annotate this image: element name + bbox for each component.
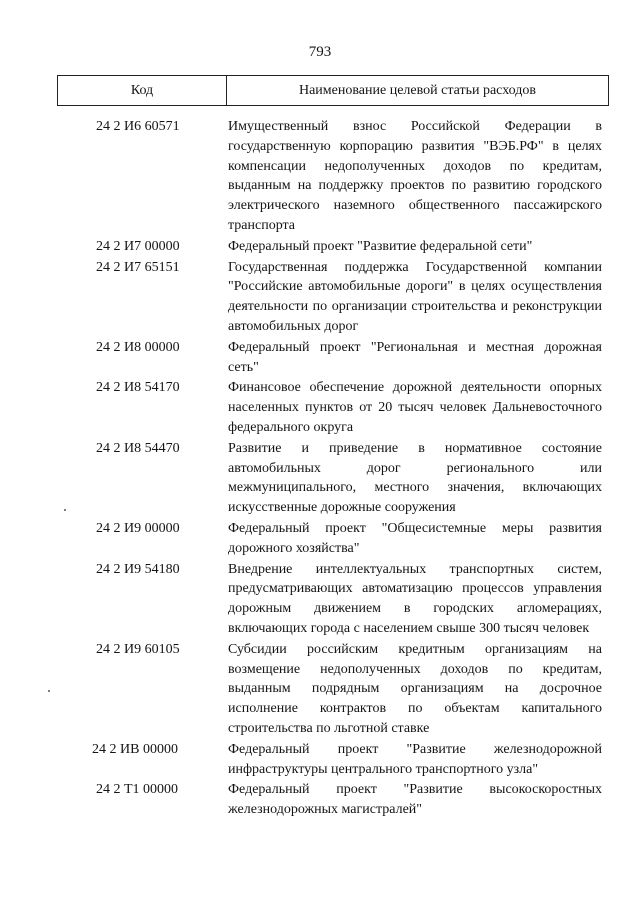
row-name: Федеральный проект "Развитие железнодорожной инфраструктуры центрального транспортного узла" [228, 741, 602, 777]
scan-speck [64, 509, 66, 511]
table-row [0, 338, 640, 378]
row-name: Финансовое обеспечение дорожной деятельности опорных населенных пунктов от 20 тысяч человек Дальневосточного федерального округа [228, 380, 602, 435]
row-name: Федеральный проект "Общесистемные меры развития дорожного хозяйства" [228, 520, 602, 556]
table-row [0, 740, 640, 780]
row-code: 24 2 И9 00000 [96, 520, 180, 536]
row-name: Субсидии российским кредитным организациям на возмещение недополученных доходов по кредитам, выданным подрядным организациям на досрочное исполнение контрактов по объектам капитального строительства по льготной ставке [228, 641, 602, 736]
table-row [0, 519, 640, 559]
row-code: 24 2 Т1 00000 [96, 782, 179, 798]
table-header [57, 75, 609, 106]
table-row [0, 258, 640, 337]
table-row [0, 560, 640, 639]
table-row [0, 378, 640, 437]
row-code: 24 2 И6 60571 [96, 119, 180, 134]
table-row [0, 439, 640, 518]
row-name: Федеральный проект "Развитие высокоскоростных железнодорожных магистралей" [228, 782, 602, 818]
table-body [0, 117, 640, 820]
row-code: 24 2 И9 54180 [96, 561, 180, 577]
row-name: Федеральный проект "Развитие федеральной сети" [228, 238, 533, 254]
row-name: Федеральный проект "Региональная и местная дорожная сеть" [228, 339, 602, 375]
row-name: Развитие и приведение в нормативное состояние автомобильных дорог регионального или межмуниципального, местного значения, включающих искусственные дорожные сооружения [228, 440, 602, 516]
row-name: Государственная поддержка Государственной компании "Российские автомобильные дороги" в целях осуществления деятельности по организации строительства и реконструкции автомобильных дорог [228, 259, 602, 334]
table-row [0, 117, 640, 236]
row-name: Внедрение интеллектуальных транспортных систем, предусматривающих автоматизацию процессов управления дорожным движением в городских агломерациях, включающих города с населением свыше 300 тысяч человек [228, 561, 602, 636]
row-code: 24 2 И7 65151 [96, 259, 180, 275]
header-code: Код [58, 76, 227, 105]
header-name: Наименование целевой статьи расходов [298, 82, 537, 98]
row-code: 24 2 И8 00000 [96, 339, 180, 355]
table-row [0, 640, 640, 739]
row-code: 24 2 И8 54170 [96, 380, 180, 396]
table-row [0, 780, 640, 820]
table-row [0, 237, 640, 257]
row-name: Имущественный взнос Российской Федерации в государственную корпорацию развития "ВЭБ.РФ" в целях компенсации недополученных доходов по кредитам, выданным на поддержку проектов по развитию городского электрического наземного общественного пассажирского транспорта [228, 119, 602, 233]
page-number: 793 [308, 44, 332, 60]
row-code: 24 2 И7 00000 [96, 238, 180, 254]
scan-speck [48, 690, 50, 692]
row-code: 24 2 ИВ 00000 [92, 741, 178, 757]
row-code: 24 2 И8 54470 [96, 440, 180, 456]
row-code: 24 2 И9 60105 [96, 641, 180, 657]
